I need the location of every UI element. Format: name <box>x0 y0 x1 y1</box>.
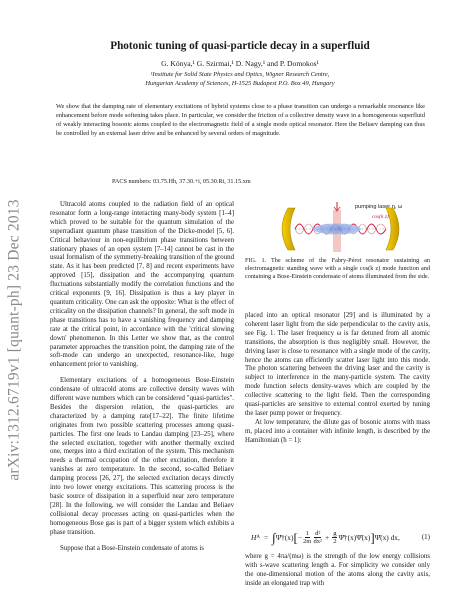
left-column <box>50 201 234 553</box>
eq-frac-derivative-num: d² <box>315 530 321 537</box>
equation-hamiltonian <box>245 523 430 551</box>
arxiv-id-text: arXiv:1312.6719v1 [quant-ph] 23 Dec 2013 <box>6 199 24 481</box>
equation-number: (1) <box>421 533 430 541</box>
cavity-diagram <box>265 200 415 255</box>
eq-bracket-open: [ <box>293 530 298 545</box>
mode-function-label: cos(k z) <box>372 214 389 220</box>
eq-frac-g <box>332 530 337 545</box>
eq-lhs-sub: A <box>256 535 260 540</box>
abstract: We show that the damping rate of elementary excitations of hybrid systems close to a phase transition can undergo a remarkable resonance like enhancement before mode softening takes place. In particular, we consider the friction of a collective density wave in a homogeneous superfluid of weakly interacting bosonic atoms coupled to the electromagnetic field of a single mode optical resonator. Here the Beliaev damping can thus be controlled by an external laser drive and be enhanced by several orders of magnitude. <box>56 103 425 138</box>
affiliation-line-2: Hungarian Academy of Sciences, H-1525 Budapest P.O. Box 49, Hungary <box>145 80 335 87</box>
eq-bracket-close: ] <box>370 530 375 545</box>
eq-field-dagger: Ψ̂†(x) <box>275 533 294 542</box>
eq-lhs: H <box>251 533 257 542</box>
figure-caption: FIG. 1. The scheme of the Fabry-Pérot resonator sustaining an electromagnetic standing wave with a single cos(k z) mode function and containing a Bose-Einstein condensate of atoms illuminated from the side. <box>245 257 430 280</box>
arxiv-identifier <box>2 150 28 530</box>
pacs-numbers: PACS numbers: 03.75.Hh, 37.30.+i, 05.30.Rt, 31.15.xm <box>112 178 251 185</box>
eq-frac-mass <box>303 530 311 545</box>
left-mirror <box>282 208 295 250</box>
eq-field-tail: Ψ̂(x) dx, <box>374 533 400 542</box>
paragraph-placed: placed into an optical resonator [29] and is illuminated by a coherent laser light from the side perpendicular to the cavity axis, see Fig. 1. The laser frequency ω is far detuned from all atomic transitions, the absorption is thus negligibly small. However, the driving laser is close to resonance with a single mode of the cavity, hence the atoms can efficiently scatter laser light into this mode. The photon scattering between the driving laser and the cavity is subject to interference in the many-particle system. The cavity mode function selects density-waves which are coupled by the collective scattering to the light field. Then the corresponding quasi-particles are sensitive to external control exerted by tuning the laser pump power or frequency. <box>245 312 430 417</box>
eq-interaction-term: Ψ̂†(x)Ψ̂(x) <box>338 533 371 542</box>
eq-minus: − <box>297 533 302 542</box>
eq-integral: ∫ <box>272 530 276 545</box>
eq-frac-g-num: g <box>333 530 337 537</box>
eq-frac-derivative-den: dx² <box>313 538 323 545</box>
paragraph-excitations: Elementary excitations of a homogeneous Bose-Einstein condensate of ultracold atoms are collective density waves with different wave numbers which can be considered "quasi-particles". Besides the dispersion relation, the quasi-particles are characterized by a damping rate[17–22]. The finite lifetime originates from two possible scattering processes among quasi-particles. The first one leads to Landau damping [23–25], where the selected excitation, together with another thermally excited one, merges into a third excitation of the system. This mechanism needs a thermal occupation of the other excitation, therefore it vanishes at zero temperature. In the second, so-called Beliaev damping process [26, 27], the selected excitation decays directly into two lower energy excitations. This scattering process is the basic source of dissipation in a superfluid near zero temperature [28]. In the following, we will consider the Landau and Beliaev collisional decay processes acting on quasi-particles when the homogeneous Bose gas is part of a bigger system which exhibits a phase transition. <box>50 377 234 536</box>
paper-title: Photonic tuning of quasi-particle decay in a superfluid <box>110 40 370 52</box>
paragraph-where: where g = 4πa/(mω) is the strength of the low energy collisions with s-wave scattering length a. For simplicity we consider only the one-dimensional motion of the atoms along the cavity axis, inside an elongated trap with <box>245 553 430 587</box>
pump-laser-label: pumping laser η, ω <box>355 204 403 210</box>
affiliation-line-1: ¹Institute for Solid State Physics and Optics, Wigner Research Centre, <box>150 71 330 78</box>
atom-cloud <box>313 224 361 235</box>
eq-frac-mass-den: 2m <box>303 538 312 545</box>
paragraph-hamiltonian-intro: At low temperature, the dilute gas of bosonic atoms with mass m, placed into a container with infinite length, is described by the Hamiltonian (ħ = 1): <box>245 418 430 444</box>
eq-frac-g-den: 2 <box>333 538 337 545</box>
eq-plus: + <box>325 533 330 542</box>
eq-frac-mass-num: 1 <box>305 530 309 537</box>
right-column-continued <box>245 553 430 589</box>
paragraph-intro: Ultracold atoms coupled to the radiation field of an optical resonator form a long-range interacting many-body system [1–4] which proved to be suitable for the quantum simulation of the superradiant quantum phase transition of the Dicke-model [5, 6]. Critical behaviour in non-equilibrium phase transitions between stationary phases of an open system [7–14] cannot be cast in the usual formalism of the symmetry-breaking transition of the ground state. As it has been predicted [7, 8] and recent experiments have approved [15], dissipation and the accompanying quantum fluctuations substantially modify the correlation functions and the critical exponents [9, 16]. Dissipation is thus a key player in quantum criticality. One can ask the opposite: What is the effect of criticality on the dissipation channels? In general, the soft mode in phase transitions has to have a vanishing frequency and damping rate at the critical point, in accordance with the 'critical slowing down' phenomenon. In this Letter we show that, as the control parameter approaches the transition point, the damping rate of the soft-mode can undergo an unexpected, resonance-like, huge enhancement prior to vanishing. <box>50 201 234 369</box>
eq-equals: = <box>263 533 269 542</box>
author-list: G. Kónya,¹ G. Szirmai,¹ D. Nagy,¹ and P. Domokos¹ <box>161 59 319 68</box>
right-column <box>245 312 430 446</box>
paragraph-suppose: Suppose that a Bose-Einstein condensate of atoms is <box>60 544 204 552</box>
figure-cavity-scheme <box>265 200 415 305</box>
eq-frac-derivative <box>313 530 322 545</box>
